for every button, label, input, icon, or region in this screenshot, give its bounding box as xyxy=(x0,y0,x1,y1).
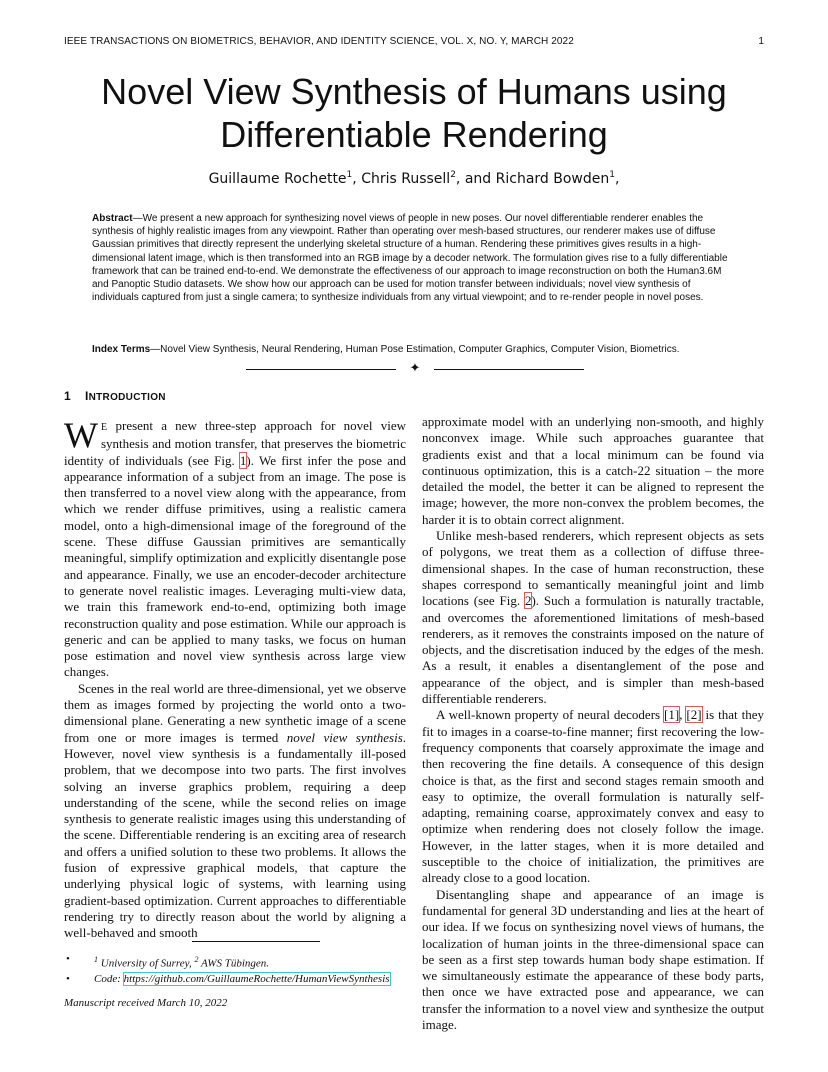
paragraph: Disentangling shape and appearance of an image is fundamental for general 3D understanding and lies at the heart of our idea. If we focus on synthesizing novel views of humans, the localization of human joints in the three-dimensional space can be seen as a first step towards human body shape estimation. If we simultaneously estimate the appearance of these body parts, then once we have extracted pose and appearance, we can transfer the information to a novel view and synthesize the output image. xyxy=(422,886,764,1032)
author-1: Guillaume Rochette xyxy=(208,171,347,187)
citation-link[interactable]: [2] xyxy=(686,707,702,723)
title-line-1: Novel View Synthesis of Humans using xyxy=(101,71,727,112)
paragraph-text: A well-known property of neural decoders xyxy=(436,707,665,723)
affiliation-text: University of Surrey, xyxy=(98,957,195,970)
footnote-code xyxy=(64,972,390,987)
italic-term: novel view synthesis xyxy=(286,729,403,745)
code-url-link[interactable]: https://github.com/GuillaumeRochette/HumanViewSynthesis xyxy=(123,972,390,985)
diamond-star-icon: ✦ xyxy=(409,361,421,376)
author-end: , xyxy=(614,171,620,187)
footnotes xyxy=(64,952,390,987)
author-3: Richard Bowden xyxy=(495,171,610,187)
section-title-initial: I xyxy=(84,389,89,403)
paragraph-text: Unlike mesh-based renderers, which represent objects as sets of polygons, we treat them as a collection of diffuse three-dimensional shapes. In the case of human reconstruction, these shapes correspond to semantically meaningful joint and limb locations (see Fig. xyxy=(422,528,764,609)
right-column xyxy=(422,414,764,1033)
author-1-affiliation: 1 xyxy=(346,170,353,180)
paragraph: approximate model with an underlying non-smooth, and highly nonconvex image. While such approaches guarantee that gradients exist and that a local minimum can be found via continuous optimization, this is a catch-22 situation – the more detailed the model, the better it can be aligned to represent the image; however, the more non-convex the problem becomes, the harder it is to obtain correct alignment. xyxy=(422,414,764,527)
index-terms-text: Novel View Synthesis, Neural Rendering, Human Pose Estimation, Computer Graphics, Computer Vision, Biometrics. xyxy=(160,344,680,355)
bullet-icon: • xyxy=(66,972,70,985)
title-line-2: Differentiable Rendering xyxy=(220,114,608,155)
section-heading xyxy=(64,389,166,403)
paper-title xyxy=(60,70,768,156)
paragraph-text: present a new three-step approach for novel view synthesis and motion transfer, that preserves the biometric identity of individuals (see Fig. xyxy=(64,418,406,468)
abstract-text: We present a new approach for synthesizing novel views of people in new poses. Our novel differentiable renderer enables the synthesis of highly realistic images from any viewpoint. Rather than operating over mesh-based structures, our renderer makes use of diffuse Gaussian primitives that directly represent the underlying skeletal structure of a human. Rendering these primitives gives results in a high-dimensional latent image, which is then transformed into an RGB image by a decoder network. The formulation gives rise to a fully differentiable framework that can be trained end-to-end. We demonstrate the effectiveness of our approach to image reconstruction on both the Human3.6M and Panoptic Studio datasets. We show how our approach can be used for motion transfer between individuals; novel view synthesis of individuals captured from just a single camera; to synthesize individuals from any virtual viewpoint; and to re-render people in novel poses. xyxy=(92,213,728,304)
author-separator: , and xyxy=(455,171,496,187)
figure-ref-link[interactable]: 2 xyxy=(524,593,532,609)
section-title-rest: NTRODUCTION xyxy=(88,392,166,403)
footnote-rule xyxy=(192,941,320,942)
abstract xyxy=(92,212,734,304)
divider-line-left xyxy=(246,369,396,370)
index-terms-dash: — xyxy=(150,344,161,355)
paragraph-text: Scenes in the real world are three-dimensional, yet we observe them as images formed by projecting the world onto a two-dimensional plane. Generating a new synthetic image of a scene from one or more images is termed xyxy=(64,680,406,745)
manuscript-note: Manuscript received March 10, 2022 xyxy=(64,997,228,1009)
affiliation-text: AWS Tübingen. xyxy=(198,957,270,970)
page-number: 1 xyxy=(758,36,764,47)
bullet-icon: • xyxy=(66,953,70,965)
paragraph xyxy=(422,528,764,707)
footnote-sup: 1 xyxy=(94,955,98,964)
citation-separator: , xyxy=(679,707,687,723)
journal-name: IEEE TRANSACTIONS ON BIOMETRICS, BEHAVIOR, AND IDENTITY SCIENCE, VOL. X, NO. Y, MARCH 2022 xyxy=(64,36,574,47)
abstract-label: Abstract xyxy=(92,213,133,224)
author-3-affiliation: 1 xyxy=(609,170,615,180)
figure-ref-link[interactable]: 1 xyxy=(239,452,247,468)
paragraph-text: ). We first infer the pose and appearance information of a subject from an image. The pose is then transferred to a novel view along with the appearance, from which we render diffuse primitives, using a realistic camera model, onto a high-dimensional image of the foreground of the scene. These diffuse Gaussian primitives are semantically meaningful, simplify optimization and explicitly disentangle pose and appearance. Finally, we use an encoder-decoder architecture to generate novel realistic images. Leveraging multi-view data, we train this framework end-to-end, optimizing both image reconstruction quality and pose estimation. While our approach is generic and can be applied to many tasks, we focus on human pose estimation and novel view synthesis across large view changes. xyxy=(64,452,407,680)
divider-line-right xyxy=(434,369,584,370)
code-label: Code: xyxy=(94,972,124,985)
abstract-dash: — xyxy=(132,213,143,224)
footnote-affiliations xyxy=(64,952,390,972)
section-number: 1 xyxy=(64,389,71,403)
paragraph-text: ). Such a formulation is naturally tractable, and overcomes the aforementioned limitations of mesh-based renderers, as it removes the constraints imposed on the nature of objects, and the discretisation induced by the edges of the mesh. As a result, it enables a disentanglement of the pose and appearance of the object, and is simpler than mesh-based differentiable renderers. xyxy=(422,593,764,707)
drop-cap: W xyxy=(64,415,98,455)
smallcaps-text: E xyxy=(100,422,108,433)
author-2-affiliation: 2 xyxy=(450,170,456,180)
citation-link[interactable]: [1] xyxy=(664,707,680,723)
author-list xyxy=(60,170,768,187)
paragraph xyxy=(64,415,407,681)
index-terms-label: Index Terms xyxy=(92,344,151,355)
author-2: Chris Russell xyxy=(361,171,451,187)
index-terms xyxy=(92,343,768,356)
paragraph xyxy=(64,681,406,942)
footnote-sup: 2 xyxy=(194,955,199,964)
running-header xyxy=(64,36,764,47)
paragraph-text: . However, novel view synthesis is a fundamentally ill-posed problem, that we decompose into two parts. The first involves solving an inverse graphics problem, requiring a deep understanding of the scene, while the second relies on image synthesis to generate realistic images using this understanding of the scene. Differentiable rendering is an exciting area of research and offers a unified solution to these two problems. It allows the fusion of expressive graphical models, that capture the underlying physical logic of systems, with learning using gradient-based optimization. Current approaches to differentiable rendering try to directly reason about the world by aligning a well-behaved and smooth xyxy=(64,729,406,941)
left-column xyxy=(64,415,407,942)
section-divider xyxy=(246,362,584,376)
paragraph-text: is that they fit to images in a coarse-to-fine manner; first recovering the low-frequency components that coarsely approximate the image and then recovering the fine details. A consequence of this design choice is that, as the first and second stages remain smooth and easy to optimize, the overall formulation is naturally self-adapting, remaining coarse, approximately convex and easy to optimize when rendering does not closely follow the image. However, in the latter stages, when it is more detailed and susceptible to the choice of initialization, the primitives are already close to a good location. xyxy=(422,707,764,886)
paragraph xyxy=(422,707,764,886)
author-separator: , xyxy=(352,171,362,187)
